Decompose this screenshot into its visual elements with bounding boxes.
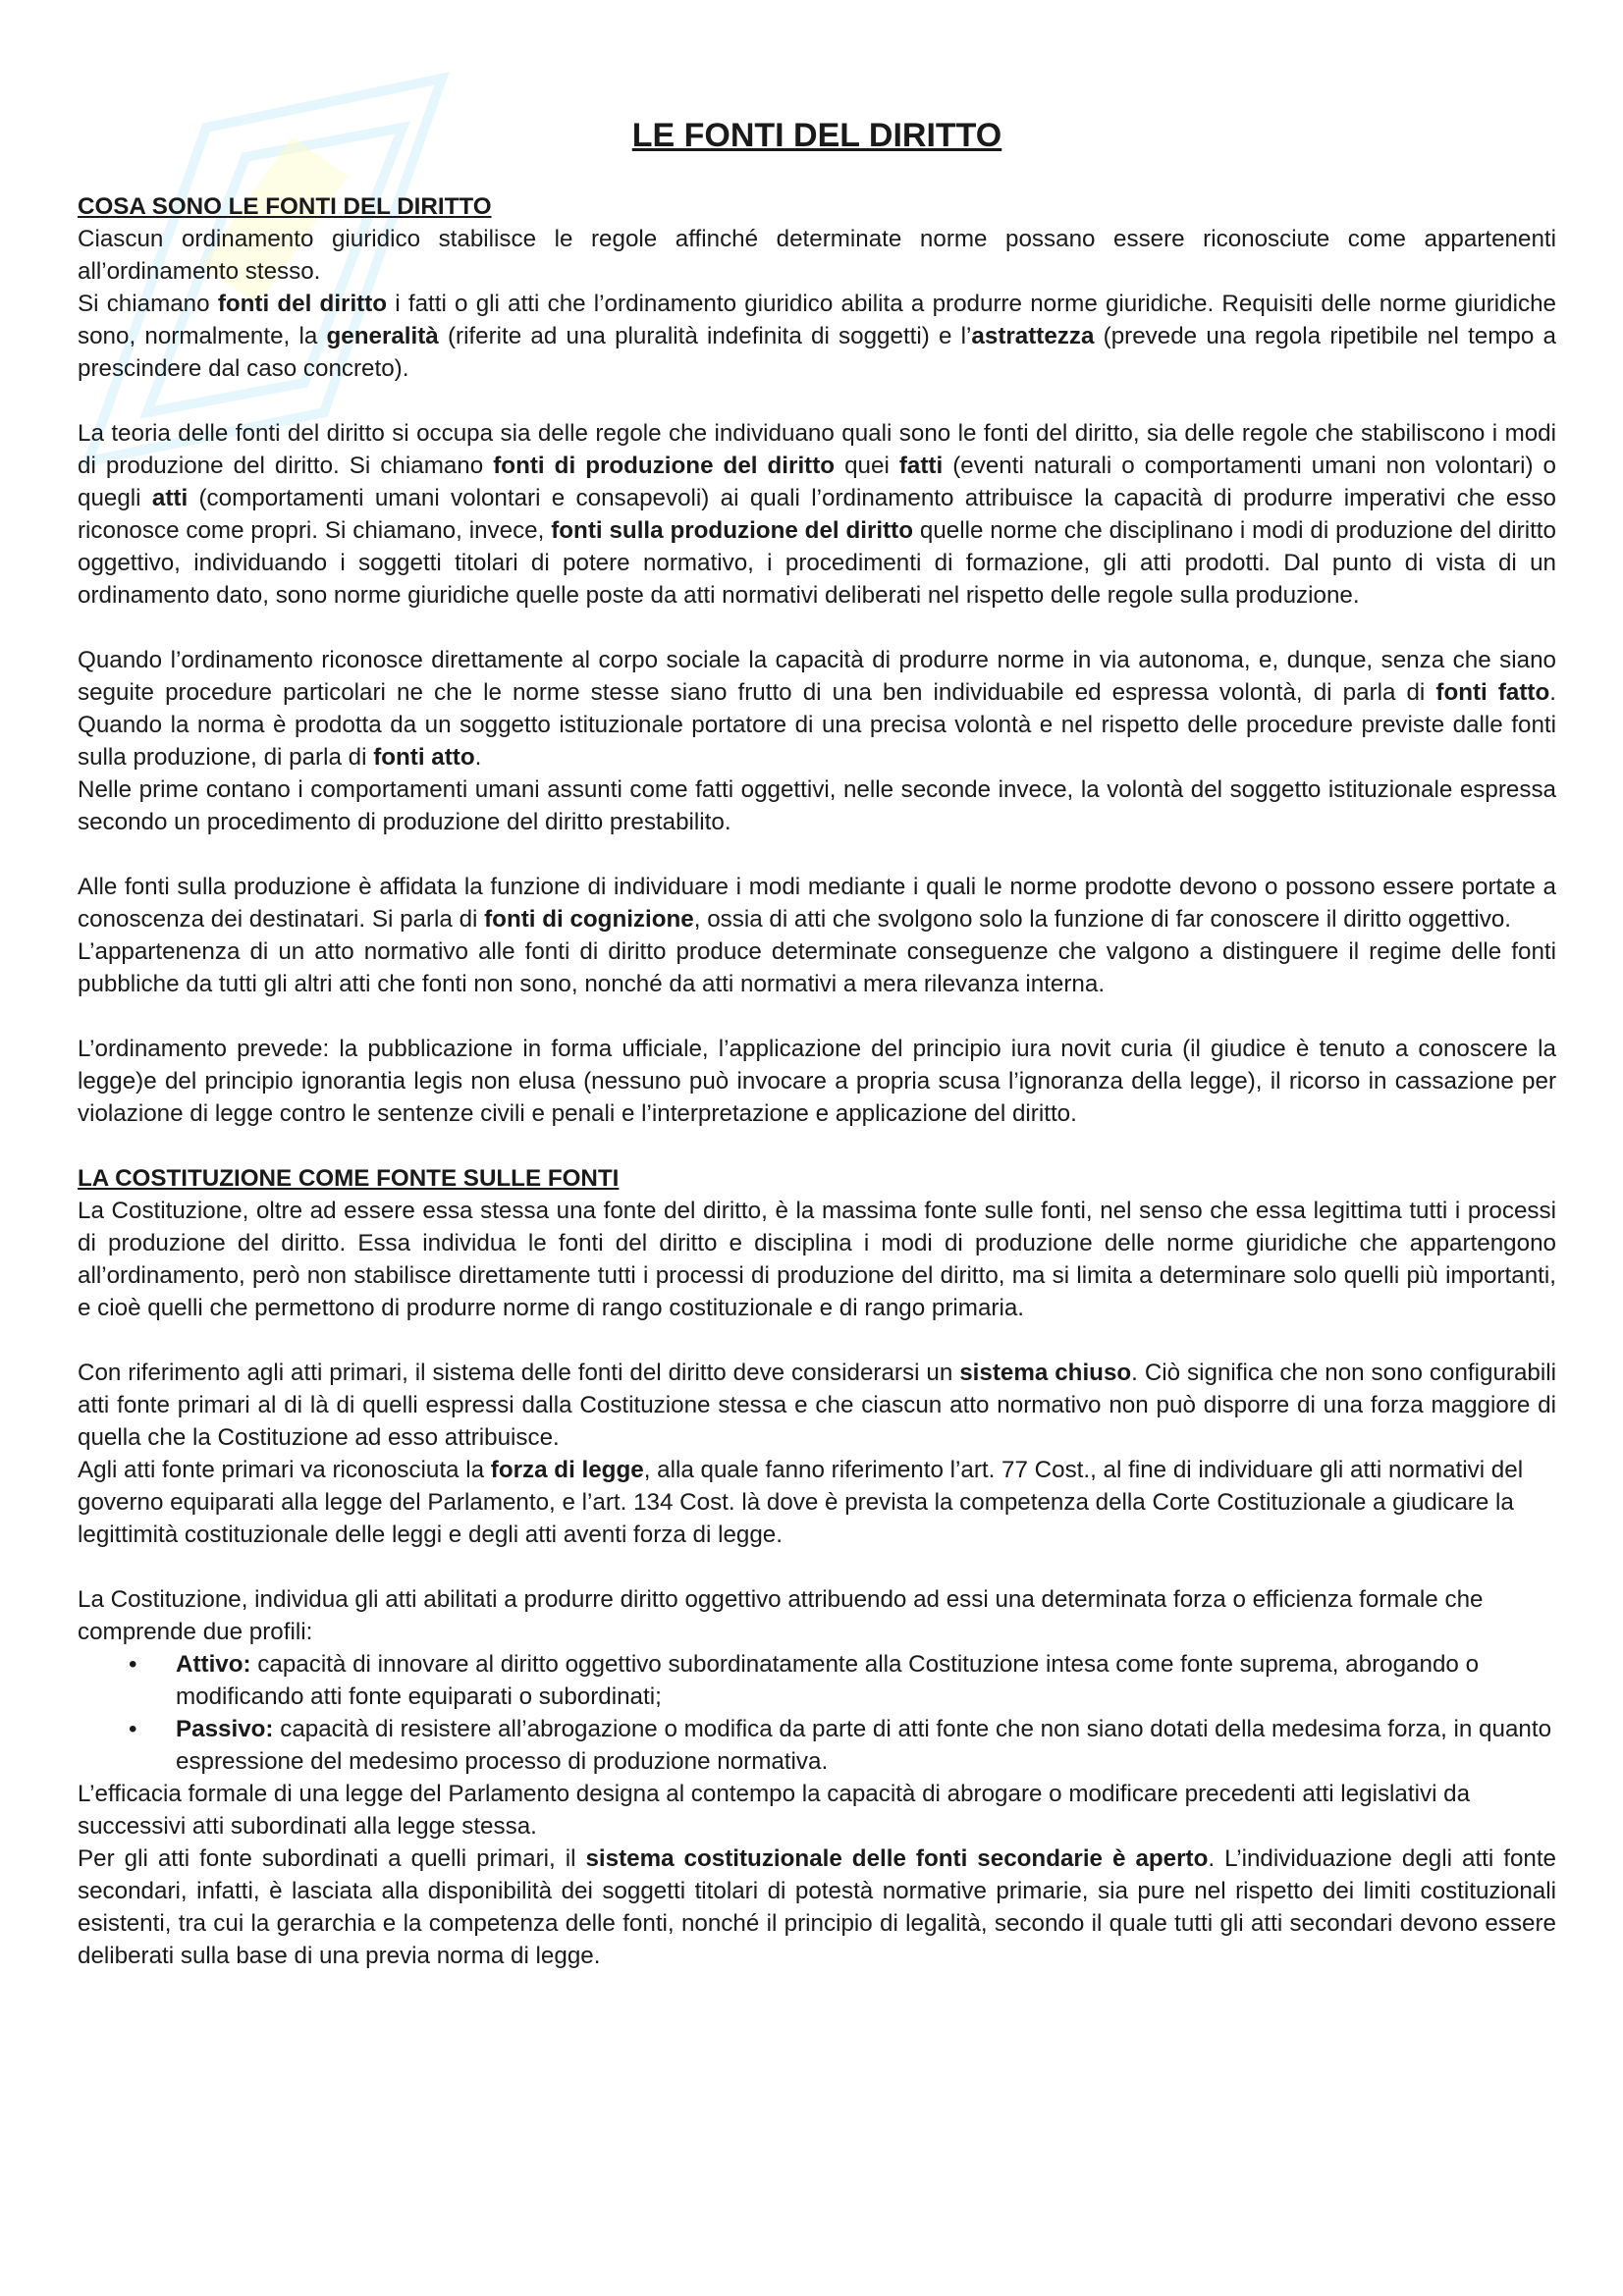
list-item: • Passivo: capacità di resistere all’abrogazione o modifica da parte di atti fonte che non siano dotati della medesima forza, in quanto espressione del medesimo processo di produzione normativa. xyxy=(78,1713,1556,1778)
section-heading-costituzione: LA COSTITUZIONE COME FONTE SULLE FONTI xyxy=(78,1165,620,1192)
paragraph: Per gli atti fonte subordinati a quelli primari, il sistema costituzionale delle fonti secondarie è aperto. L’individuazione degli atti fonte secondari, infatti, è lasciata alla disponibilità dei soggetti titolari di potestà normative primarie, sia pure nel rispetto dei limiti costituzionali esistenti, tra cui la gerarchia e la competenza delle fonti, nonché il principio di legalità, secondo il quale tutti gli atti secondari devono essere deliberati sulla base di una previa norma di legge. xyxy=(78,1845,1557,1969)
bullet-icon: • xyxy=(129,1651,137,1678)
paragraph: L’appartenenza di un atto normativo alle fonti di diritto produce determinate conseguenze che valgono a distinguere il regime delle fonti pubbliche da tutti gli altri atti che fonti non sono, nonché da atti normativi a mera rilevanza interna. xyxy=(78,938,1556,997)
paragraph: Agli atti fonte primari va riconosciuta la forza di legge, alla quale fanno riferimento l’art. 77 Cost., al fine di individuare gli atti normativi del governo equiparati alla legge del Parlamento, e l’art. 134 Cost. là dove è prevista la competenza della Corte Costituzionale a giudicare la legittimità costituzionale delle leggi e degli atti aventi forza di legge. xyxy=(78,1457,1524,1548)
paragraph: Si chiamano fonti del diritto i fatti o gli atti che l’ordinamento giuridico abilita a produrre norme giuridiche. Requisiti delle norme giuridiche sono, normalmente, la generalità (riferite ad una pluralità indefinita di soggetti) e l’astrattezza (prevede una regola ripetibile nel tempo a prescindere dal caso concreto). xyxy=(78,291,1557,382)
paragraph: L’efficacia formale di una legge del Parlamento designa al contempo la capacità di abrogare o modificare precedenti atti legislativi da successivi atti subordinati alla legge stessa. xyxy=(78,1781,1471,1840)
page-title: LE FONTI DEL DIRITTO xyxy=(631,117,1002,154)
bullet-icon: • xyxy=(129,1716,137,1742)
paragraph: Con riferimento agli atti primari, il sistema delle fonti del diritto deve considerarsi un sistema chiuso. Ciò significa che non sono configurabili atti fonte primari al di là di quelli espressi dalla Costituzione stessa e che ciascun atto normativo non può disporre di una forza maggiore di quella che la Costituzione ad esso attribuisce. xyxy=(78,1360,1556,1451)
document-page xyxy=(78,116,1556,1972)
section-heading-fonti: COSA SONO LE FONTI DEL DIRITTO xyxy=(78,193,492,220)
paragraph: La Costituzione, individua gli atti abilitati a produrre diritto oggettivo attribuendo ad essi una determinata forza o efficienza formale che comprende due profili: xyxy=(78,1586,1484,1645)
paragraph: La Costituzione, oltre ad essere essa stessa una fonte del diritto, è la massima fonte sulle fonti, nel senso che essa legittima tutti i processi di produzione del diritto. Essa individua le fonti del diritto e disciplina i modi di produzione delle norme giuridiche che appartengono all’ordinamento, però non stabilisce direttamente tutti i processi di produzione del diritto, ma si limita a determinare solo quelli più importanti, e cioè quelli che permettono di produrre norme di rango costituzionale e di rango primaria. xyxy=(78,1198,1556,1321)
paragraph: Nelle prime contano i comportamenti umani assunti come fatti oggettivi, nelle seconde invece, la volontà del soggetto istituzionale espressa secondo un procedimento di produzione del diritto prestabilito. xyxy=(78,776,1556,835)
list-item: • Attivo: capacità di innovare al diritto oggettivo subordinatamente alla Costituzione intesa come fonte suprema, abrogando o modificando atti fonte equiparati o subordinati; xyxy=(78,1648,1556,1713)
paragraph: Ciascun ordinamento giuridico stabilisce le regole affinché determinate norme possano essere riconosciute come appartenenti all’ordinamento stesso. xyxy=(78,226,1556,285)
paragraph: Alle fonti sulla produzione è affidata la funzione di individuare i modi mediante i quali le norme prodotte devono o possono essere portate a conoscenza dei destinatari. Si parla di fonti di cognizione, ossia di atti che svolgono solo la funzione di far conoscere il diritto oggettivo. xyxy=(78,874,1556,933)
paragraph: Quando l’ordinamento riconosce direttamente al corpo sociale la capacità di produrre norme in via autonoma, e, dunque, senza che siano seguite procedure particolari ne che le norme stesse siano frutto di una ben individuabile ed espressa volontà, di parla di fonti fatto. Quando la norma è prodotta da un soggetto istituzionale portatore di una precisa volontà e nel rispetto delle procedure previste dalle fonti sulla produzione, di parla di fonti atto. xyxy=(78,647,1556,771)
paragraph: L’ordinamento prevede: la pubblicazione in forma ufficiale, l’applicazione del principio iura novit curia (il giudice è tenuto a conoscere la legge)e del principio ignorantia legis non elusa (nessuno può invocare a propria scusa l’ignoranza della legge), il ricorso in cassazione per violazione di legge contro le sentenze civili e penali e l’interpretazione e applicazione del diritto. xyxy=(78,1036,1556,1127)
paragraph: La teoria delle fonti del diritto si occupa sia delle regole che individuano quali sono le fonti del diritto, sia delle regole che stabiliscono i modi di produzione del diritto. Si chiamano fonti di produzione del diritto quei fatti (eventi naturali o comportamenti umani non volontari) o quegli atti (comportamenti umani volontari e consapevoli) ai quali l’ordinamento attribuisce la capacità di produrre imperativi che esso riconosce come propri. Si chiamano, invece, fonti sulla produzione del diritto quelle norme che disciplinano i modi di produzione del diritto oggettivo, individuando i soggetti titolari di potere normativo, i procedimenti di formazione, gli atti prodotti. Dal punto di vista di un ordinamento dato, sono norme giuridiche quelle poste da atti normativi deliberati nel rispetto delle regole sulla produzione. xyxy=(78,420,1557,609)
bullet-list xyxy=(78,1648,1556,1778)
